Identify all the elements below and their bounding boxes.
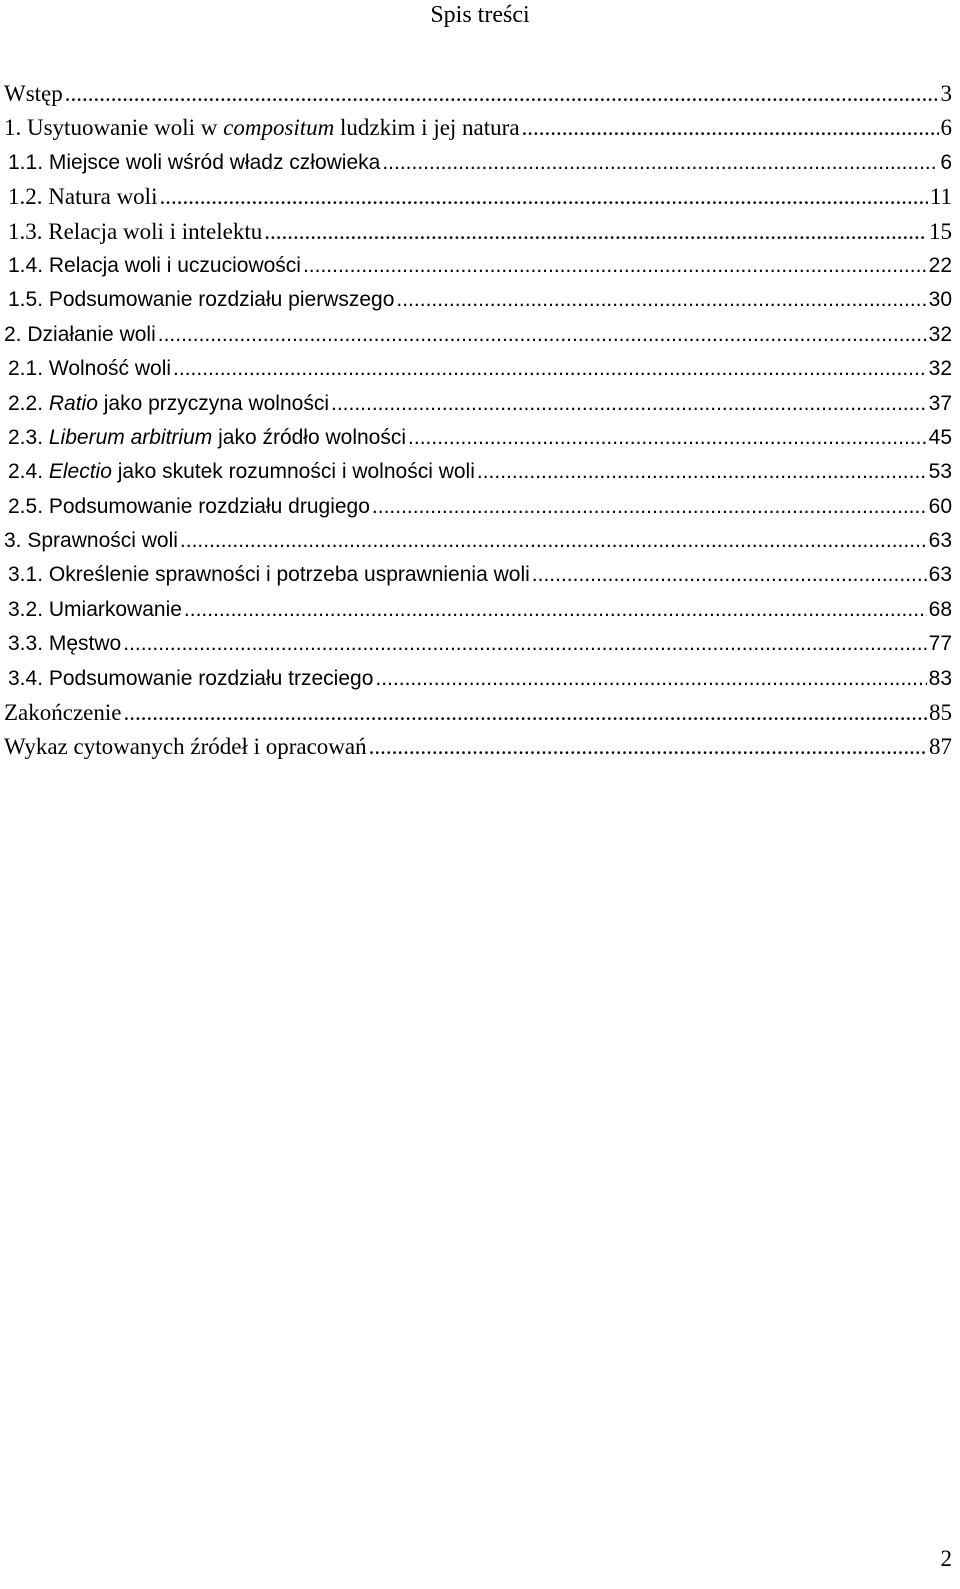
toc-entry-chapter-3[interactable]	[0, 526, 952, 560]
toc-entry-title: 2.1. Wolność woli	[8, 357, 172, 381]
toc-entry-title: Zakończenie	[4, 700, 122, 726]
toc-dot-leader	[331, 389, 927, 419]
toc-entry-3-2[interactable]	[0, 595, 952, 629]
toc-entry-title: 3. Sprawności woli	[4, 529, 178, 553]
toc-page-number: 60	[928, 494, 952, 518]
toc-page-number: 6	[940, 115, 952, 141]
toc-page-number: 3	[940, 81, 952, 106]
toc-entry-title: 2.3. Liberum arbitrium jako źródło wolności	[8, 425, 407, 449]
toc-page-number: 83	[928, 666, 952, 690]
toc-page-number: 15	[929, 218, 952, 244]
toc-dot-leader	[532, 560, 927, 590]
toc-entry-title: 3.4. Podsumowanie rozdziału trzeciego	[8, 666, 374, 690]
toc-entry-2-2[interactable]	[0, 389, 952, 423]
toc-dot-leader	[408, 423, 927, 453]
toc-entry-title: 2.2. Ratio jako przyczyna wolności	[8, 391, 329, 415]
toc-page-number: 87	[929, 734, 952, 760]
toc-dot-leader	[173, 354, 927, 384]
toc-entry-title: 1. Usytuowanie woli w compositum ludzkim i jej natura	[4, 115, 520, 141]
toc-page-number: 22	[928, 253, 952, 277]
toc-entry-title: Wstęp	[4, 81, 63, 106]
toc-entry-title: 1.3. Relacja woli i intelektu	[8, 218, 263, 244]
toc-dot-leader	[123, 629, 926, 659]
toc-dot-leader	[396, 285, 926, 315]
toc-entry-bibliografia[interactable]	[0, 732, 952, 766]
toc-entry-title: 3.1. Określenie sprawności i potrzeba usprawnienia woli	[8, 563, 530, 587]
toc-dot-leader	[382, 148, 938, 178]
toc-entry-title: 2. Działanie woli	[4, 322, 156, 346]
toc-entry-1-4[interactable]	[0, 251, 952, 285]
page-number: 2	[940, 1546, 952, 1571]
toc-dot-leader	[375, 664, 926, 694]
toc-dot-leader	[369, 732, 927, 762]
toc-entry-wstep[interactable]	[0, 79, 952, 113]
toc-dot-leader	[184, 595, 927, 625]
toc-page-number: 63	[928, 563, 952, 587]
toc-entry-2-5[interactable]	[0, 492, 952, 526]
toc-entry-title: 1.2. Natura woli	[8, 184, 158, 210]
toc-dot-leader	[477, 457, 927, 487]
toc-page-number: 68	[928, 597, 952, 621]
toc-entry-2-4[interactable]	[0, 457, 952, 491]
toc-dot-leader	[522, 113, 939, 143]
toc-dot-leader	[158, 320, 927, 350]
toc-page-number: 85	[929, 700, 952, 726]
toc-dot-leader	[264, 217, 927, 247]
toc-entry-title: 3.2. Umiarkowanie	[8, 597, 182, 621]
toc-entry-2-3[interactable]	[0, 423, 952, 457]
toc-entry-1-2[interactable]	[0, 182, 952, 216]
toc-entry-3-3[interactable]	[0, 629, 952, 663]
toc-entry-title: 2.4. Electio jako skutek rozumności i wolności woli	[8, 460, 475, 484]
toc-dot-leader	[180, 526, 927, 556]
toc-dot-leader	[65, 79, 939, 109]
toc-entry-chapter-1[interactable]	[0, 113, 952, 147]
toc-entry-title: Wykaz cytowanych źródeł i opracowań	[4, 734, 367, 760]
toc-entry-1-3[interactable]	[0, 217, 952, 251]
toc-entry-title: 2.5. Podsumowanie rozdziału drugiego	[8, 494, 370, 518]
toc-entry-title: 1.5. Podsumowanie rozdziału pierwszego	[8, 288, 395, 312]
toc-title: Spis treści	[430, 2, 530, 28]
toc-entry-zakonczenie[interactable]	[0, 698, 952, 732]
toc-page-number: 53	[928, 460, 952, 484]
toc-dot-leader	[372, 492, 927, 522]
toc-page-number: 32	[928, 357, 952, 381]
toc-page-number: 45	[928, 425, 952, 449]
toc-entry-1-5[interactable]	[0, 285, 952, 319]
toc-dot-leader	[123, 698, 927, 728]
toc-entry-3-4[interactable]	[0, 664, 952, 698]
toc-entry-chapter-2[interactable]	[0, 320, 952, 354]
toc-dot-leader	[159, 182, 927, 212]
toc-page-number: 32	[928, 322, 952, 346]
toc-page-number: 30	[928, 288, 952, 312]
toc-page-number: 63	[928, 529, 952, 553]
toc-entry-1-1[interactable]	[0, 148, 952, 182]
toc-entry-title: 1.4. Relacja woli i uczuciowości	[8, 253, 301, 277]
toc-page-number: 37	[928, 391, 952, 415]
toc-page-number: 6	[940, 150, 952, 174]
toc-entry-3-1[interactable]	[0, 560, 952, 594]
toc-dot-leader	[303, 251, 927, 281]
table-of-contents	[0, 79, 952, 767]
toc-entry-2-1[interactable]	[0, 354, 952, 388]
toc-entry-title: 1.1. Miejsce woli wśród władz człowieka	[8, 150, 381, 174]
toc-page-number: 11	[929, 184, 952, 210]
toc-entry-title: 3.3. Męstwo	[8, 632, 122, 656]
toc-page-number: 77	[928, 632, 952, 656]
